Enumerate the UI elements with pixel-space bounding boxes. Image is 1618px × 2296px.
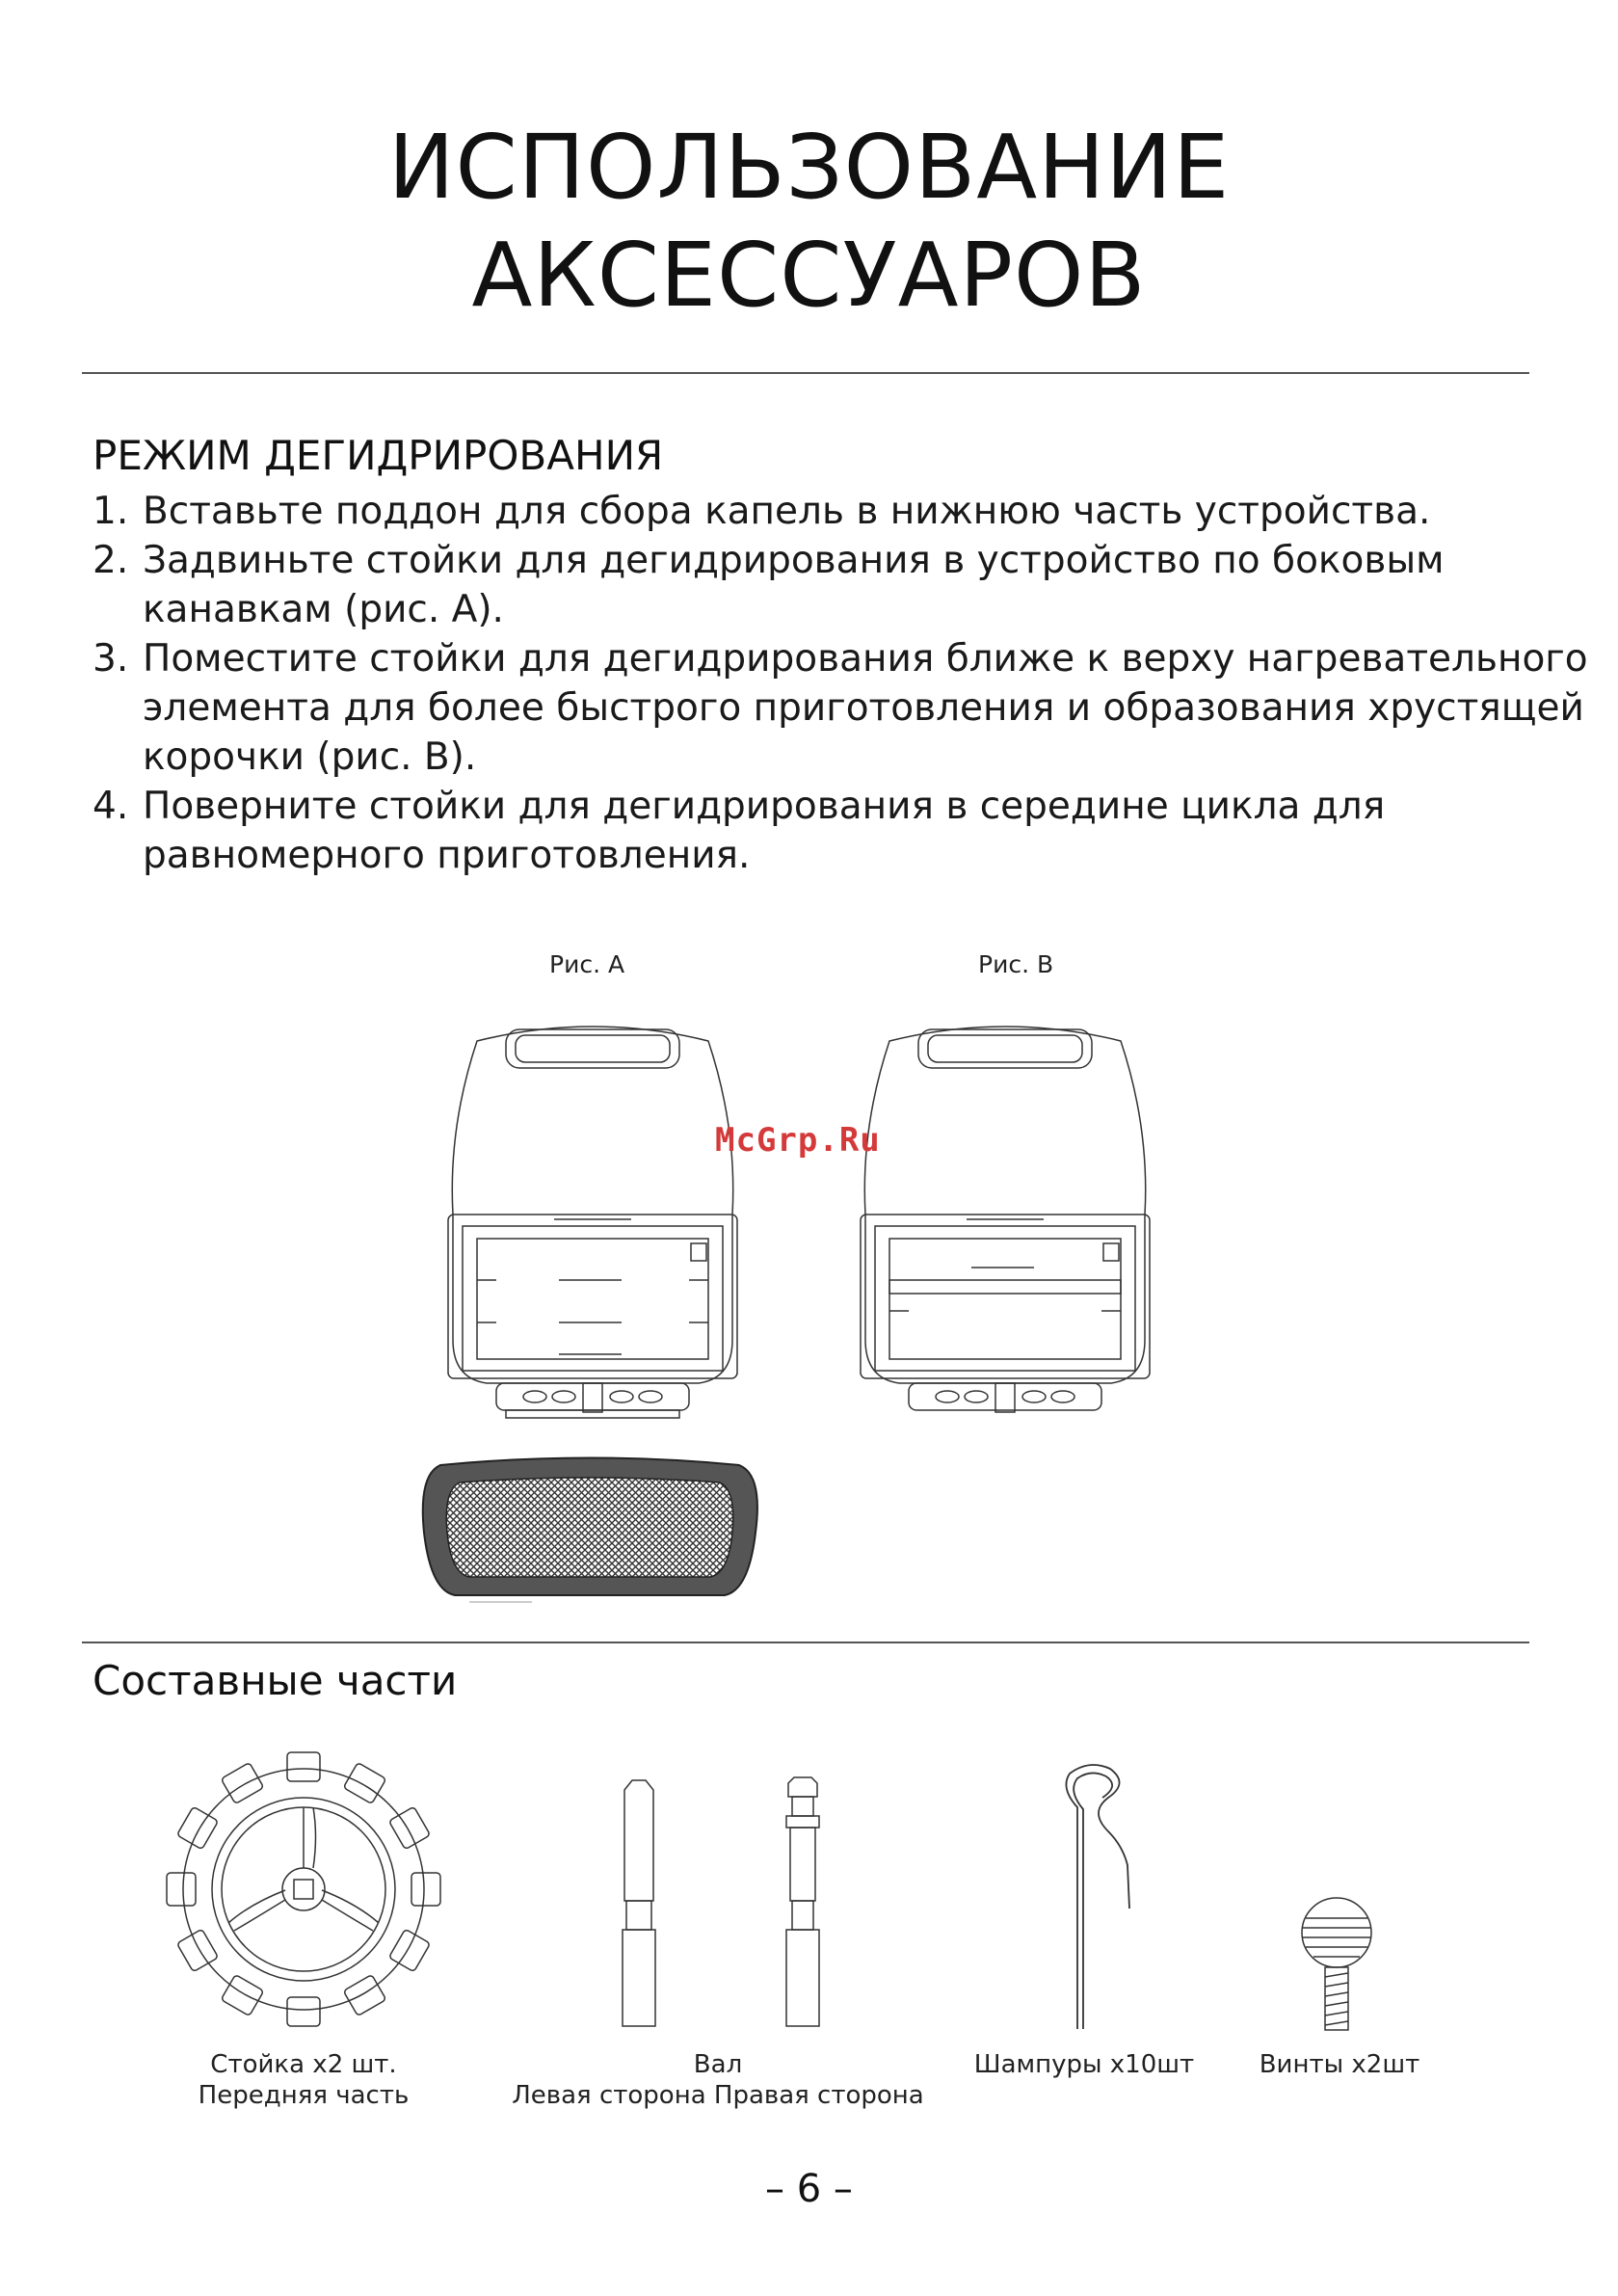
dehydrate-steps	[93, 487, 1596, 880]
rack-caption-line-2: Передняя часть	[198, 2081, 410, 2110]
figure-a-label: Рис. A	[549, 950, 625, 978]
figure-b-oven-illustration	[851, 1022, 1159, 1427]
shaft-caption-line-2: Левая сторона Правая сторона	[512, 2081, 924, 2110]
shaft-left-illustration	[615, 1775, 663, 2031]
watermark: McGrp.Ru	[715, 1121, 881, 1160]
page-number: – 6 –	[765, 2167, 853, 2211]
drip-tray-illustration	[416, 1455, 763, 1610]
top-divider	[82, 372, 1529, 374]
screw-illustration	[1296, 1894, 1378, 2034]
step-item: 1. Вставьте поддон для сбора капель в нижнюю часть устройства.	[93, 490, 1431, 533]
page-title	[0, 114, 1618, 330]
step-item: 2. Задвиньте стойки для дегидрирования в устройство по боковым канавкам (рис. A).	[93, 539, 1445, 631]
step-item: 4. Поверните стойки для дегидрирования в середине цикла для равномерного приготовления.	[93, 785, 1386, 877]
shaft-caption	[501, 2049, 935, 2111]
figure-a-oven-illustration	[438, 1022, 747, 1427]
middle-divider	[82, 1642, 1529, 1643]
rack-caption-line-1: Стойка x2 шт.	[210, 2050, 397, 2079]
rack-illustration	[159, 1745, 448, 2034]
rack-caption	[169, 2049, 438, 2111]
dehydrate-heading: РЕЖИМ ДЕГИДРИРОВАНИЯ	[93, 432, 664, 479]
shaft-right-illustration	[779, 1775, 827, 2031]
screws-caption: Винты x2шт	[1259, 2050, 1420, 2079]
title-line-2: АКСЕССУАРОВ	[471, 224, 1147, 327]
step-item: 3. Поместите стойки для дегидрирования ближе к верху нагревательного элемента для более быстрого приготовления и образования хрустящей корочки (рис. B).	[93, 637, 1588, 779]
title-line-1: ИСПОЛЬЗОВАНИЕ	[387, 116, 1231, 219]
shaft-caption-line-1: Вал	[693, 2050, 743, 2079]
skewer-illustration	[1050, 1759, 1137, 2034]
skewers-caption: Шампуры x10шт	[973, 2050, 1195, 2079]
parts-heading: Составные части	[93, 1657, 458, 1704]
figure-b-label: Рис. B	[978, 950, 1054, 978]
